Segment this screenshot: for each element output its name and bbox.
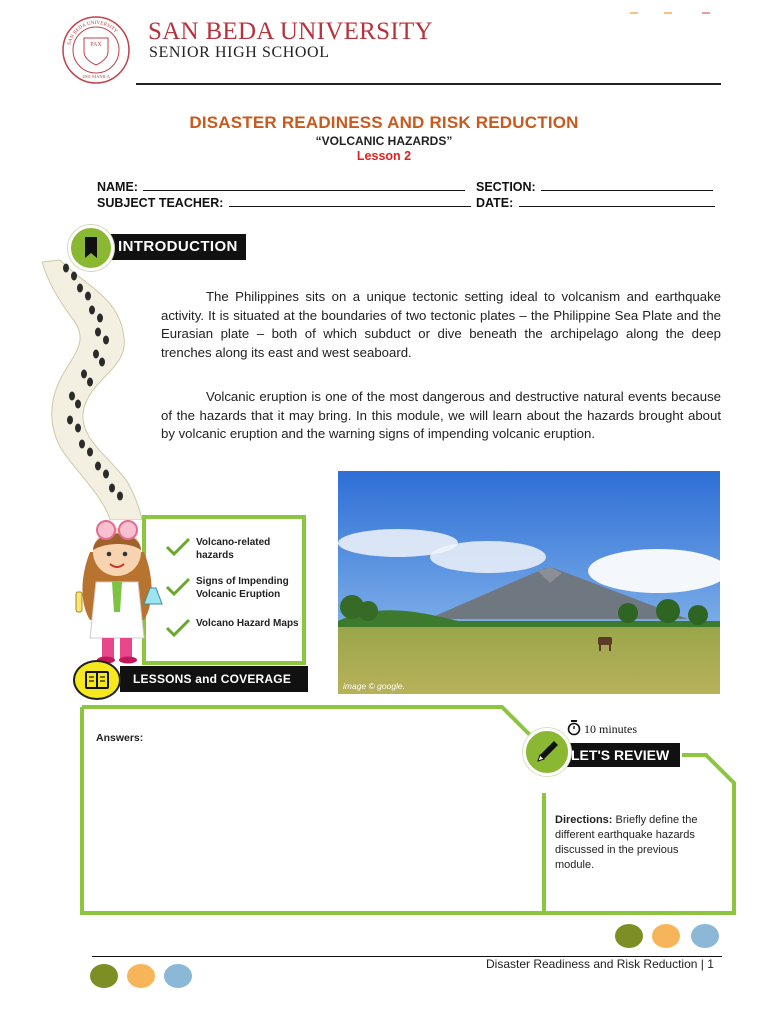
dot-blue: [164, 964, 192, 988]
lets-review-label: LET'S REVIEW: [566, 743, 680, 767]
directions: [555, 813, 715, 873]
date-field[interactable]: [476, 196, 715, 210]
name-blank[interactable]: [143, 180, 465, 191]
university-seal: [58, 14, 140, 86]
decorative-dashes: [616, 12, 726, 16]
document-title: DISASTER READINESS AND RISK REDUCTION: [189, 113, 579, 132]
footprints-path-illustration: [28, 258, 168, 520]
coverage-box: [142, 515, 306, 665]
date-label: DATE:: [476, 196, 514, 210]
seal-motto: PAX: [90, 42, 102, 48]
teacher-field[interactable]: [97, 196, 471, 210]
dot-green: [615, 924, 643, 948]
check-icon: [164, 577, 192, 597]
scientist-girl-illustration: [68, 512, 166, 664]
footer-text: Disaster Readiness and Risk Reduction | 1: [486, 957, 714, 971]
date-blank[interactable]: [519, 196, 715, 207]
lessons-and-coverage-label: LESSONS and COVERAGE: [120, 666, 308, 692]
book-icon: [75, 662, 119, 698]
seal-ring-text: SAN BEDA UNIVERSITY: [66, 19, 119, 46]
dot-blue: [691, 924, 719, 948]
dot-orange: [652, 924, 680, 948]
directions-label: Directions:: [555, 814, 613, 826]
coverage-item-2: Signs of Impending Volcanic Eruption: [196, 576, 289, 600]
name-label: NAME:: [97, 180, 138, 194]
header-rule: [136, 83, 721, 85]
introduction-label: INTRODUCTION: [110, 234, 246, 260]
school-name: SENIOR HIGH SCHOOL: [149, 44, 330, 61]
intro-circle: [68, 225, 114, 271]
lessons-circle: [73, 660, 121, 700]
check-icon: [164, 537, 192, 557]
review-circle: [523, 728, 571, 776]
coverage-item-3: Volcano Hazard Maps: [196, 618, 299, 629]
photo-credit: image © google.: [343, 681, 406, 691]
bookmark-icon: [71, 228, 111, 268]
answers-label: Answers:: [96, 732, 144, 744]
timer-text: 10 minutes: [584, 722, 637, 736]
answers-area[interactable]: [86, 750, 536, 910]
section-field[interactable]: [476, 180, 713, 194]
coverage-item-1: Volcano-related hazards: [196, 537, 271, 561]
teacher-label: SUBJECT TEACHER:: [97, 196, 224, 210]
stopwatch-icon: [567, 720, 581, 736]
intro-paragraph-2: Volcanic eruption is one of the most dangerous and destructive natural events because of the hazards that it may bring. In this module, we will learn about the hazards brought about by volcanic eruption and the warning signs of impending volcanic eruption.: [161, 389, 721, 442]
dot-orange: [127, 964, 155, 988]
document-subtitle: “VOLCANIC HAZARDS”: [315, 134, 453, 148]
section-blank[interactable]: [541, 180, 713, 191]
name-field[interactable]: [97, 180, 465, 194]
seal-city: 1901 MANILA: [81, 74, 111, 79]
timer: [567, 720, 637, 737]
intro-paragraph-1: The Philippines sits on a unique tectonic setting ideal to volcanism and earthquake activity. It is situated at the boundaries of two tectonic plates – the Philippine Sea Plate and the Eurasian plate – both of which subduct or dive beneath the archipelago along the deep trenches along its east and west seaboard.: [161, 289, 721, 360]
pencil-icon: [526, 731, 568, 773]
university-name: SAN BEDA UNIVERSITY: [148, 18, 433, 45]
directions-text: Briefly define the different earthquake hazards discussed in the previous module.: [555, 814, 698, 871]
mayon-volcano-photo: [338, 471, 720, 694]
dot-green: [90, 964, 118, 988]
teacher-blank[interactable]: [229, 196, 471, 207]
lesson-number: Lesson 2: [356, 149, 412, 163]
section-label: SECTION:: [476, 180, 536, 194]
check-icon: [164, 618, 192, 638]
